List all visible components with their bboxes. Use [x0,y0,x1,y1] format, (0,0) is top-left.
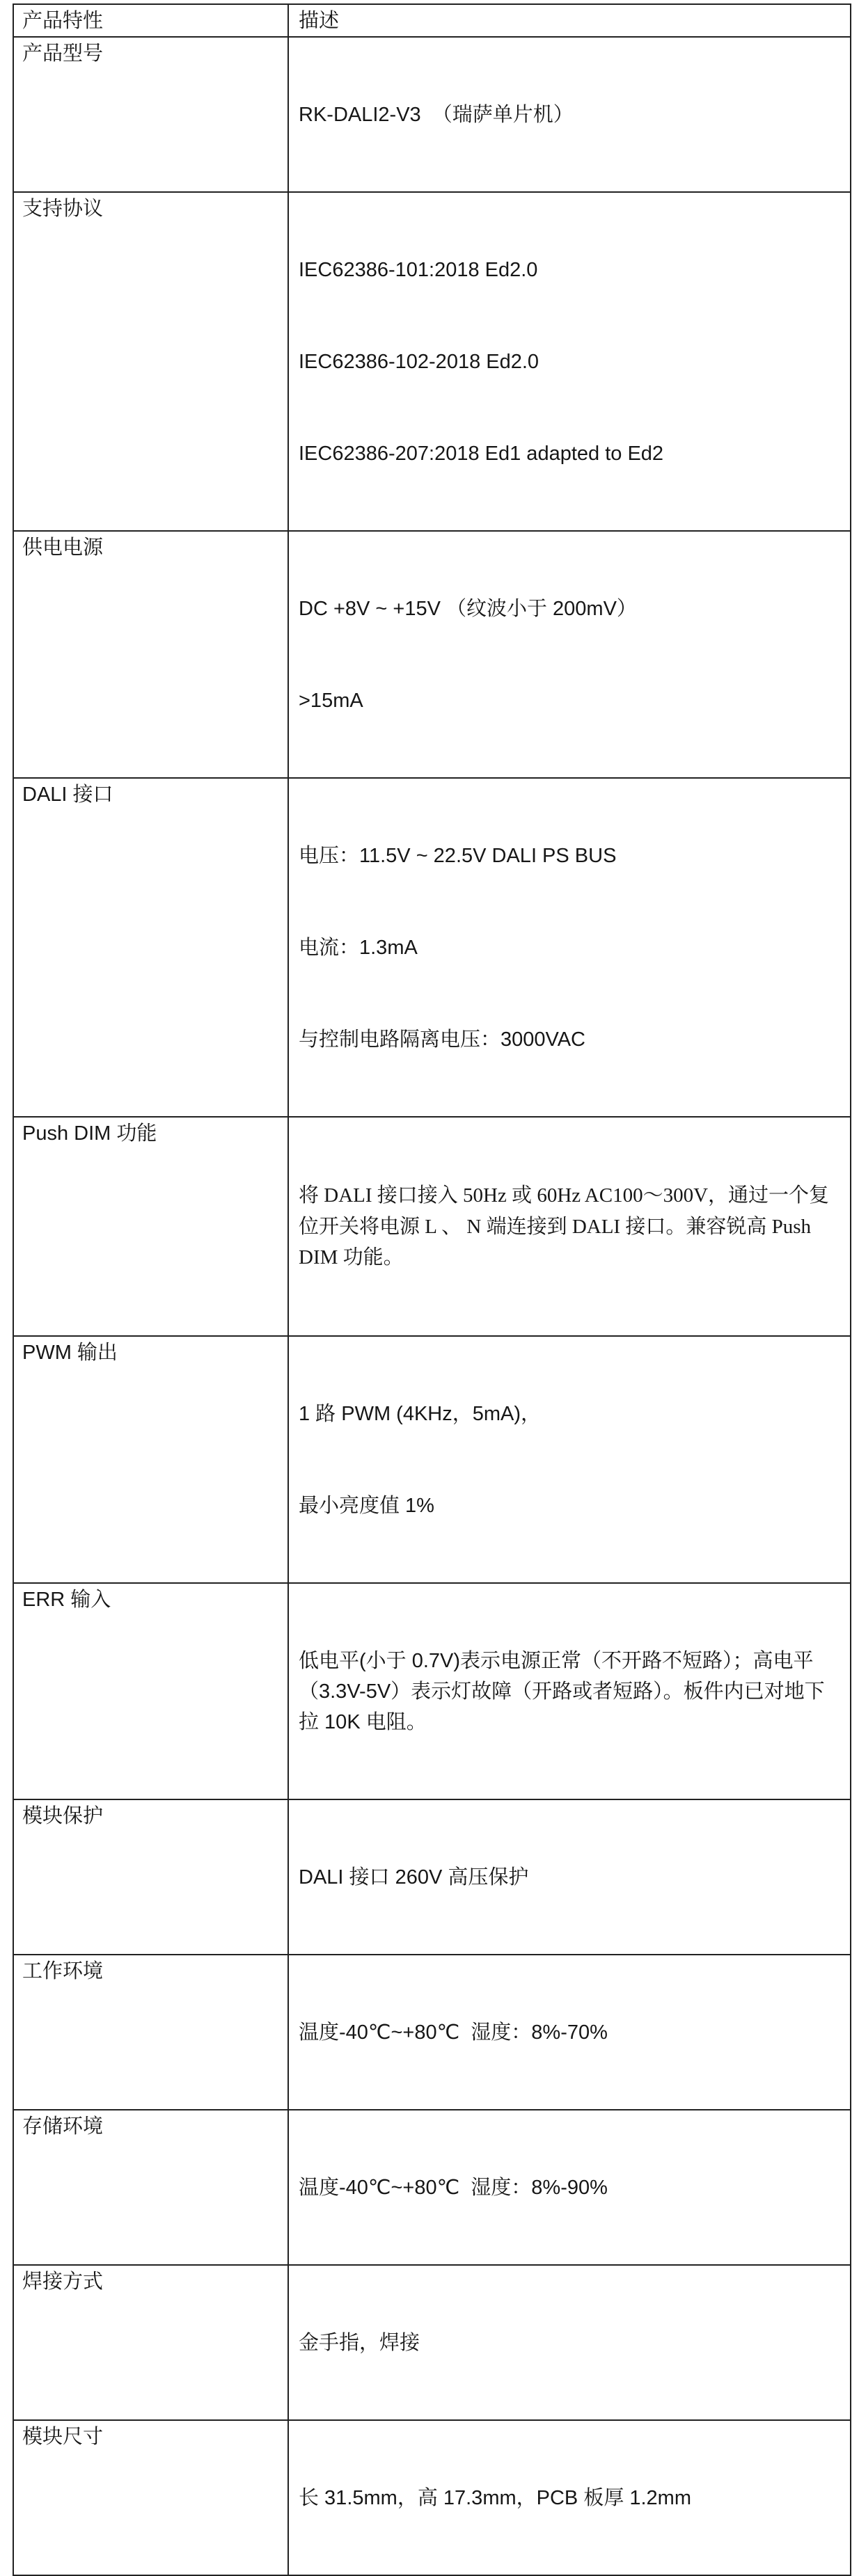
description-line: 1 路 PWM (4KHz，5mA)， [299,1402,542,1425]
description-line: 金手指，焊接 [299,2331,420,2354]
description-line: IEC62386-101:2018 Ed2.0 [299,259,538,281]
description-cell [289,532,850,777]
description-line: IEC62386-102-2018 Ed2.0 [299,351,539,373]
description-cell [289,779,850,1116]
header-cell-feature: 产品特性 [14,5,289,36]
table-row-push-dim [14,1118,850,1337]
table-row-module-dimensions [14,2421,850,2576]
table-row-err-input [14,1584,850,1800]
description-cell [289,2421,850,2575]
table-row-power-supply [14,532,850,779]
feature-cell: DALI 接口 [14,779,289,1116]
table-row-pwm-output [14,1337,850,1584]
feature-cell: PWM 输出 [14,1337,289,1582]
feature-cell: ERR 输入 [14,1584,289,1799]
feature-cell: 模块尺寸 [14,2421,289,2575]
description-cell [289,1337,850,1582]
table-row-storage-environment [14,2110,850,2266]
feature-cell: 产品型号 [14,38,289,191]
feature-cell: 存储环境 [14,2110,289,2264]
description-line: 电流：1.3mA [299,937,418,959]
description-line: 与控制电路隔离电压：3000VAC [299,1028,585,1051]
description-line: 长 31.5mm，高 17.3mm，PCB 板厚 1.2mm [299,2486,691,2509]
table-header-row [14,5,850,38]
description-line: 电压：11.5V ~ 22.5V DALI PS BUS [299,845,617,867]
description-line: 将 DALI 接口接入 50Hz 或 60Hz AC100～300V，通过一个复位开关将电源 L 、 N 端连接到 DALI 接口。兼容锐高 Push DIM 功能。 [299,1184,830,1269]
description-cell [289,2110,850,2264]
description-line: DC +8V ~ +15V （纹波小于 200mV） [299,598,637,620]
description-cell [289,193,850,530]
feature-cell: 模块保护 [14,1800,289,1954]
description-line: RK-DALI2-V3 （瑞萨单片机） [299,104,574,126]
feature-cell: 支持协议 [14,193,289,530]
header-cell-description: 描述 [299,10,340,32]
description-cell [289,2266,850,2419]
description-line: 温度-40℃~+80℃ 湿度：8%-90% [299,2176,608,2199]
description-line: DALI 接口 260V 高压保护 [299,1866,529,1889]
table-row-operating-environment [14,1955,850,2110]
feature-cell: 工作环境 [14,1955,289,2109]
description-line: IEC62386-207:2018 Ed1 adapted to Ed2 [299,443,664,465]
description-cell [289,1955,850,2109]
table-row-soldering-method [14,2266,850,2421]
product-spec-table [13,3,851,2576]
feature-cell: 焊接方式 [14,2266,289,2419]
table-row-protocols [14,193,850,532]
description-line: >15mA [299,690,363,712]
description-line: 低电平(小于 0.7V)表示电源正常（不开路不短路）；高电平（3.3V-5V）表示灯故障（开路或者短路）。板件内已对地下拉 10K 电阻。 [299,1649,825,1733]
feature-cell: Push DIM 功能 [14,1118,289,1335]
table-row-module-protection [14,1800,850,1955]
table-row-model [14,38,850,193]
description-cell [289,1584,850,1799]
description-cell [289,38,850,191]
description-line: 温度-40℃~+80℃ 湿度：8%-70% [299,2021,608,2044]
description-line: 最小亮度值 1% [299,1494,434,1517]
table-row-dali-interface [14,779,850,1118]
description-cell [289,1800,850,1954]
feature-cell: 供电电源 [14,532,289,777]
description-cell [289,1118,850,1335]
